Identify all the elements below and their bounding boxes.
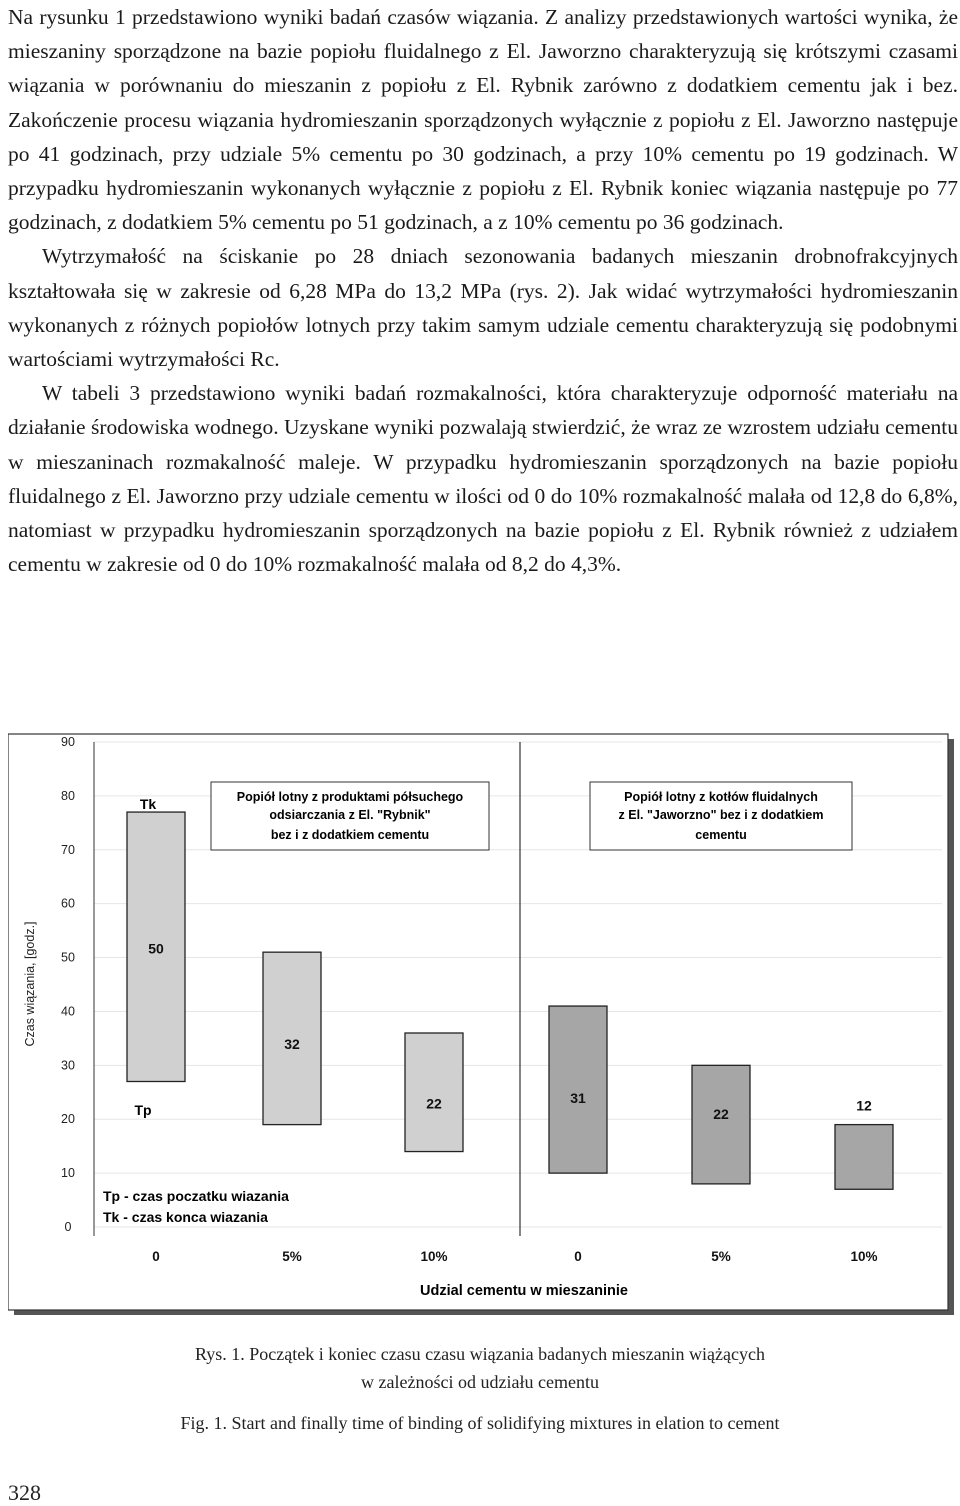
bar-label-3: 31 <box>570 1090 586 1107</box>
group-box-jaworzno-line1: Popiół lotny z kotłów fluidalnych <box>624 790 818 804</box>
bar-label-0: 50 <box>148 940 164 957</box>
y-axis-label: Czas wiązania, [godz.] <box>23 921 37 1047</box>
bar-label-1: 32 <box>284 1036 300 1053</box>
bar-label-4: 22 <box>713 1106 729 1123</box>
bar-2 <box>405 1033 463 1152</box>
caption-pl-line1: Rys. 1. Początek i koniec czasu czasu wiązania badanych mieszanin wiążących <box>194 1344 766 1364</box>
group-box-rybnik-line1: Popiół lotny z produktami półsuchego <box>236 790 464 804</box>
group-box-rybnik-line3: bez i z dodatkiem cementu <box>270 828 430 842</box>
bar-label-5: 12 <box>856 1097 872 1114</box>
bar-5 <box>835 1125 893 1190</box>
x-axis-label: Udzial cementu w mieszaninie <box>420 1283 628 1299</box>
y-tick-label: 50 <box>61 950 75 965</box>
y-tick-label: 60 <box>61 896 75 911</box>
y-tick-label: 10 <box>61 1166 75 1181</box>
paragraph-3: W tabeli 3 przedstawiono wyniki badań rozmakalności, która charakteryzuje odporność materiału na działanie środowiska wodnego. Uzyskane wyniki pozwalają stwierdzić, że wraz ze wzrostem udziału cementu w mieszaninach rozmakalność maleje. W przypadku hydromieszanin sporządzonych na bazie popiołu fluidalnego z El. Jaworzno przy udziale cementu w ilości od 0 do 10% rozmakalność malała od 12,8 do 6,8%, natomiast w przypadku hydromieszanin sporządzonych na bazie popiołu z El. Rybnik również z udziałem cementu w zakresie od 0 do 10% rozmakalność malała od 8,2 do 4,3%. <box>8 381 958 577</box>
x-tick-label: 0 <box>152 1249 160 1264</box>
bar-4 <box>692 1065 750 1184</box>
y-tick-label: 0 <box>64 1220 72 1234</box>
x-tick-label: 5% <box>711 1249 731 1264</box>
legend-tp: Tp - czas poczatku wiazania <box>103 1188 289 1204</box>
paragraph-2: Wytrzymałość na ściskanie po 28 dniach sezonowania badanych mieszanin drobnofrakcyjnych kształtowała się w zakresie od 6,28 MPa do 13,2 MPa (rys. 2). Jak widać wytrzymałości hydromieszanin wykonanych z różnych popiołów lotnych przy takim samym udziale cementu charakteryzują się podobnymi wartościami wytrzymałości Rc. <box>8 244 958 372</box>
chart-svg <box>8 730 956 1318</box>
bar-label-2: 22 <box>426 1095 442 1112</box>
y-tick-label: 70 <box>61 842 75 857</box>
caption-en: Fig. 1. Start and finally time of binding of solidifying mixtures in elation to cement <box>180 1413 780 1433</box>
group-box-rybnik-line2: odsiarczania z El. "Rybnik" <box>269 808 431 822</box>
tk-annotation: Tk <box>139 796 157 812</box>
y-tick-label: 40 <box>61 1004 75 1019</box>
y-tick-label: 90 <box>61 735 75 749</box>
caption-pl-line2: w zależności od udziału cementu <box>361 1372 599 1392</box>
x-tick-label: 10% <box>420 1249 448 1264</box>
y-tick-label: 30 <box>61 1058 75 1073</box>
tp-annotation: Tp <box>134 1102 152 1118</box>
y-tick-label: 20 <box>61 1112 75 1127</box>
x-tick-label: 10% <box>850 1249 878 1264</box>
figure-1-chart <box>8 730 956 1318</box>
body-text <box>8 0 958 581</box>
x-tick-label: 0 <box>574 1249 582 1264</box>
x-tick-label: 5% <box>282 1249 302 1264</box>
page-number: 328 <box>8 1480 41 1505</box>
paragraph-1: Na rysunku 1 przedstawiono wyniki badań czasów wiązania. Z analizy przedstawionych wartości wynika, że mieszaniny sporządzone na bazie popiołu fluidalnego z El. Jaworzno charakteryzują się krótszymi czasami wiązania w porównaniu do mieszanin z popiołu z El. Rybnik zarówno z dodatkiem cementu jak i bez. Zakończenie procesu wiązania hydromieszanin sporządzonych wyłącznie z popiołu z El. Jaworzno następuje po 41 godzinach, przy udziale 5% cementu po 30 godzinach, a przy 10% cementu po 19 godzinach. W przypadku hydromieszanin wykonanych wyłącznie z popiołu z El. Rybnik koniec wiązania następuje po 77 godzinach, z dodatkiem 5% cementu po 51 godzinach, a z 10% cementu po 36 godzinach. <box>8 5 958 235</box>
legend-tk: Tk - czas konca wiazania <box>103 1209 268 1225</box>
group-box-jaworzno-line2: z El. "Jaworzno" bez i z dodatkiem <box>618 808 824 822</box>
y-tick-label: 80 <box>61 788 75 803</box>
group-box-jaworzno-line3: cementu <box>695 828 747 842</box>
